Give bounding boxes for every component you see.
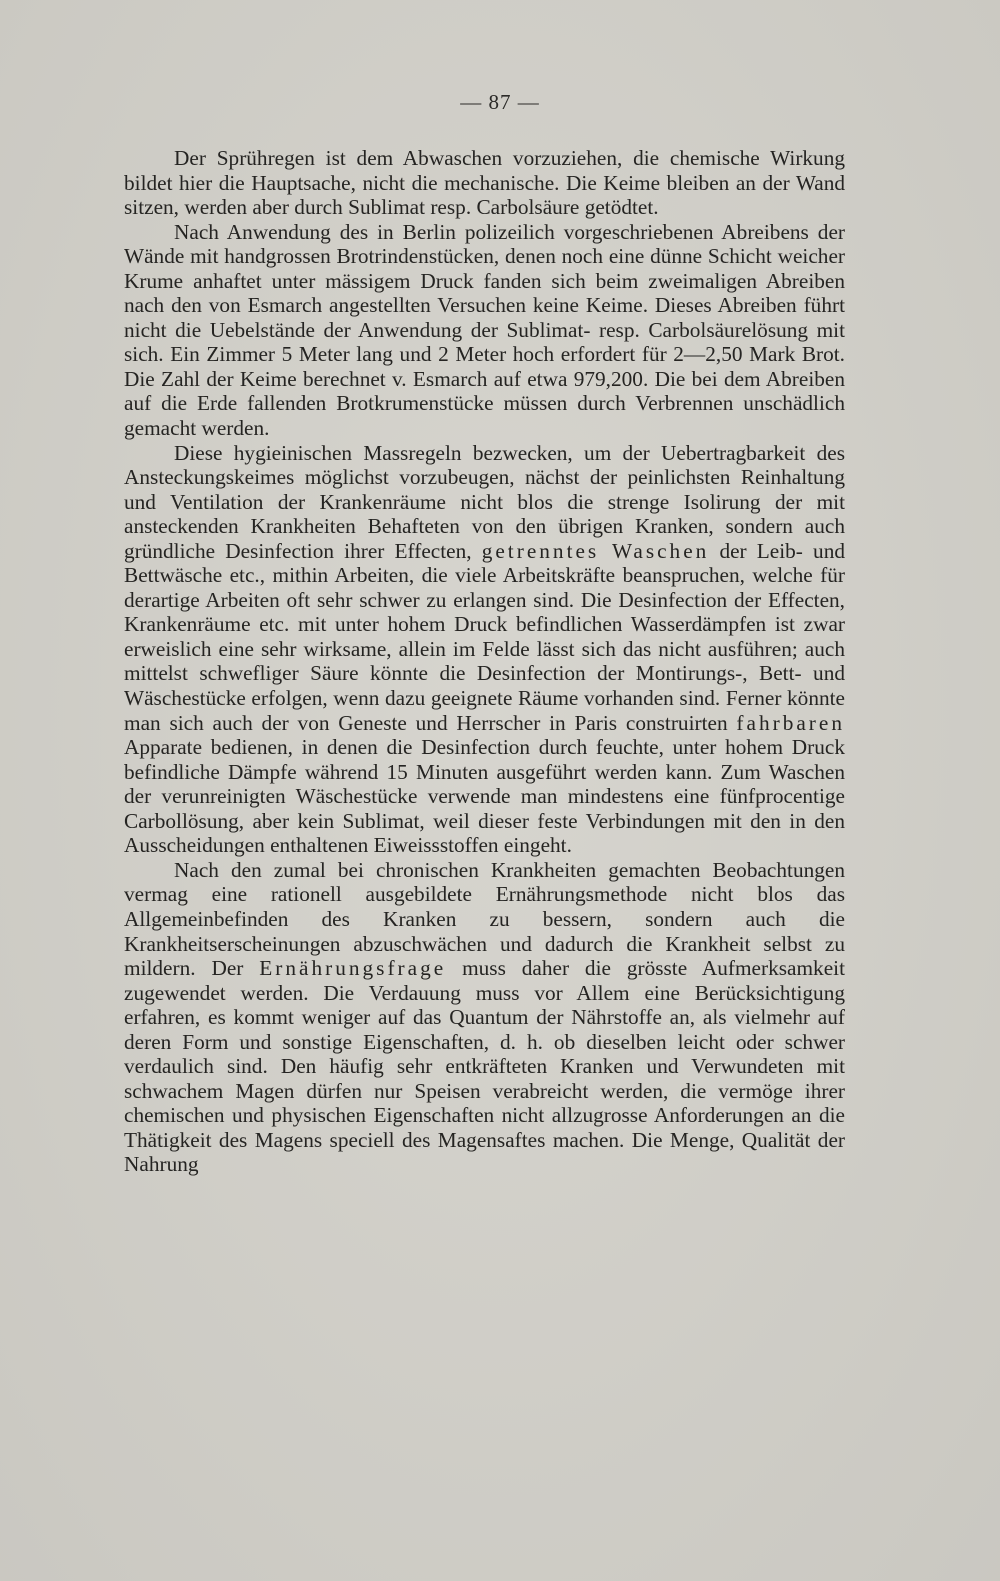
emphasized-text: Ernährungsfrage	[259, 956, 447, 981]
paragraph-2	[124, 220, 845, 441]
page-number: — 87 —	[460, 90, 540, 114]
paragraph-1	[124, 146, 845, 220]
paragraph-text: Der Sprühregen ist dem Abwaschen vorzuziehen, die chemische Wirkung bildet hier die Hauptsache, nicht die mechanische. Die Keime bleiben an der Wand sitzen, werden aber durch Sublimat resp. Carbolsäure getödtet.	[124, 146, 845, 220]
body-text	[124, 146, 845, 1177]
paragraph-4	[124, 858, 845, 1177]
emphasized-text: getrenntes Waschen	[481, 538, 710, 563]
paragraph-text: muss daher die grösste Aufmerksamkeit zugewendet werden. Die Verdauung muss vor Allem eine Berücksichtigung erfahren, es kommt weniger auf das Quantum der Nährstoffe an, als vielmehr auf deren Form und sonstige Eigenschaften, d. h. ob dieselben leicht oder schwer verdaulich sind. Den häufig sehr entkräfteten Kranken und Verwundeten mit schwachem Magen dürfen nur Speisen verabreicht werden, die vermöge ihrer chemischen und physischen Eigenschaften nicht allzugrosse Anforderungen an die Thätigkeit des Magens speciell des Magensaftes machen. Die Menge, Qualität der Nahrung	[124, 956, 845, 1177]
emphasized-text: fahrbaren	[736, 710, 845, 735]
paragraph-text: Apparate bedienen, in denen die Desinfection durch feuchte, unter hohem Druck befindliche Dämpfe während 15 Minuten ausgeführt werden kann. Zum Waschen der verunreinigten Wäschestücke verwende man mindestens eine fünfprocentige Carbollösung, aber kein Sublimat, weil dieser feste Verbindungen mit den in den Ausscheidungen enthaltenen Eiweissstoffen eingeht.	[124, 735, 845, 858]
paragraph-text: Nach Anwendung des in Berlin polizeilich vorgeschriebenen Abreibens der Wände mit handgrossen Brotrindenstücken, denen noch eine dünne Schicht weicher Krume anhaftet unter mässigem Druck fanden sich beim zweimaligen Abreiben nach den von Esmarch angestellten Versuchen keine Keime. Dieses Abreiben führt nicht die Uebelstände der Anwendung der Sublimat- resp. Carbolsäurelösung mit sich. Ein Zimmer 5 Meter lang und 2 Meter hoch erfordert für 2—2,50 Mark Brot. Die Zahl der Keime berechnet v. Esmarch auf etwa 979,200. Die bei dem Abreiben auf die Erde fallenden Brotkrumenstücke müssen durch Verbrennen unschädlich gemacht werden.	[124, 219, 845, 441]
paragraph-3	[124, 441, 845, 858]
paragraph-text: Nach den zumal bei chronischen Krankheiten gemachten Beobachtungen vermag eine rationell ausgebildete Ernährungsmethode nicht blos das Allgemeinbefinden des Kranken zu bessern, sondern auch die Krankheitserscheinungen abzuschwächen und dadurch die Krankheit selbst zu mildern. Der	[124, 857, 845, 981]
paragraph-text: Diese hygieinischen Massregeln bezwecken, um der Uebertragbarkeit des Ansteckungskeimes möglichst vorzubeugen, nächst der peinlichsten Reinhaltung und Ventilation der Krankenräume nicht blos die strenge Isolirung der mit ansteckenden Krankheiten Behafteten von den übrigen Kranken, sondern auch gründliche Desinfection ihrer Effecten,	[124, 440, 845, 563]
paragraph-text: der Leib- und Bettwäsche etc., mithin Arbeiten, die viele Arbeitskräfte beanspruchen, welche für derartige Arbeiten oft sehr schwer zu erlangen sind. Die Desinfection der Effecten, Krankenräume etc. mit unter hohem Druck befindlichen Wasserdämpfen ist zwar erweislich eine sehr wirksame, allein im Felde lässt sich das nicht ausführen; auch mittelst schwefliger Säure könnte die Desinfection der Montirungs-, Bett- und Wäschestücke erfolgen, wenn dazu geeignete Räume vorhanden sind. Ferner könnte man sich auch der von Geneste und Herrscher in Paris construirten	[124, 538, 845, 735]
